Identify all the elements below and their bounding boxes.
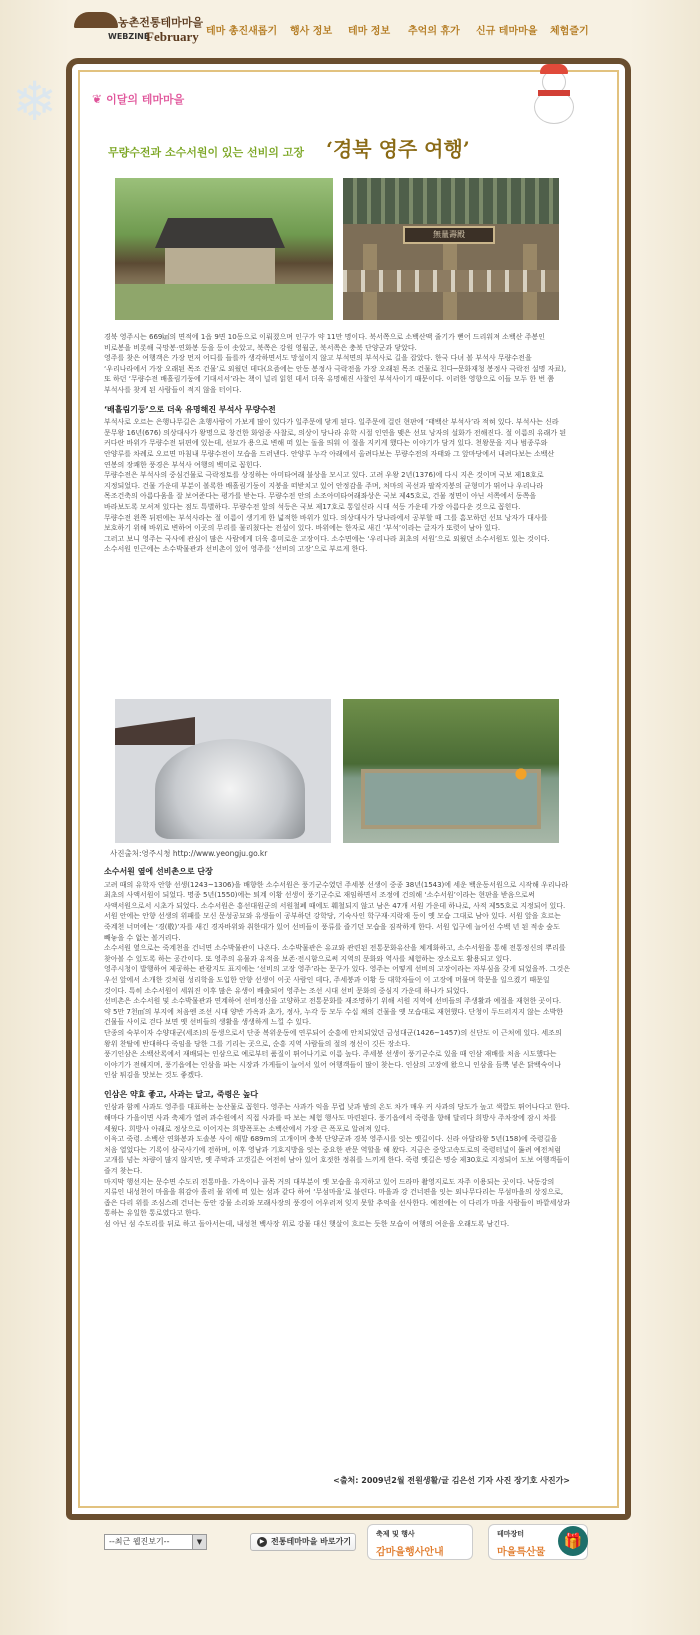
recent-webzine-select-label: --최근 웹진보기-- [109, 1537, 170, 1546]
section-tag [92, 91, 184, 107]
nav-item-6[interactable]: 체험즐기 [550, 26, 589, 37]
body-sosuseowon: 고려 때의 유학자 안향 선생(1243~1306)을 배향한 소수서원은 풍기군수였던 주세붕 선생이 중종 38년(1543)에 세운 백운동서원으로 시작해 우리나라 최초의 사액서원이 되었다. 명종 5년(1550)에는 퇴계 이황 선생이 풍기군수로 재임하면서 조정에 건의해 ‘소수서원’이라는 현판을 받음으로써 사액서원으로서 시초가 되었다. 소수서원은 흥선대원군의 서원철폐 때에도 훼철되지 않고 남은 47개 서원 가운데 하나로, 사적 제55호로 지정되어 있다. 서원 안에는 안향 선생의 위패를 모신 문성공묘와 유생들이 공부하던 강학당, 기숙사인 학구재·지락재 등이 옛 모습 그대로 남아 있다. 서원 앞을 흐르는 죽계천 너머에는 ‘경(敬)’자를 새긴 경자바위와 취한대가 있어 선비들이 풍류를 즐기던 모습을 짐작하게 한다. 서원 입구에 늘어선 수백 년 된 적송 숲도 빼놓을 수 없는 볼거리다. 소수서원 옆으로는 죽계천을 건너면 소수박물관이 나온다. 소수박물관은 유교와 관련된 전통문화유산을 체계화하고, 소수서원을 통해 전통정신의 뿌리를 찾아볼 수 있도록 하는 공간이다. 또 영주의 유물과 유적을 보존·전시함으로써 지역의 문화와 역사를 체험하는 장소로도 활용되고 있다. 영주시청이 발행하여 제공하는 관광지도 표지에는 ‘선비의 고장 영주’라는 문구가 있다. 영주는 어떻게 선비의 고장이라는 자부심을 갖게 되었을까. 그것은 우선 앞에서 소개한 것처럼 성리학을 도입한 안향 선생이 이곳 사람인 데다, 주세붕과 이황 등 대학자들이 이 고장에 머물며 학문을 일으켰기 때문일 것이다. 특히 소수서원이 세워진 이후 많은 유생이 배출되어 영주는 조선 시대 선비 문화의 중심지 가운데 하나가 되었다. 선비촌은 소수서원 및 소수박물관과 연계하여 선비정신을 고양하고 전통문화를 재조명하기 위해 서원 지역에 선비들의 주생활과 예절을 재현한 곳이다. 약 5만 7천㎡의 부지에 처음엔 조선 시대 양반 가옥과 초가, 정사, 누각 등 모두 수십 채의 건물을 옛 모습대로 재현했다. 단청이 두드러지지 않는 소박한 건물들 사이로 걷다 보면 옛 선비들의 생활을 생생하게 느낄 수 있다. 단종의 숙부이자 수양대군(세조)의 동생으로서 단종 복위운동에 연루되어 순흥에 안치되었던 금성대군(1426~1457)의 신단도 이 근처에 있다. 세조의 왕위 찬탈에 반대하다 죽임을 당한 그를 기리는 곳으로, 순흥 지역 사람들의 절의 정신이 깃든 장소다. 풍기인삼은 소백산록에서 재배되는 인삼으로 예로부터 품질이 뛰어나기로 이름 높다. 주세붕 선생이 풍기군수로 있을 때 인삼 재배를 처음 시도했다는 이야기가 전해지며, 풍기읍에는 인삼을 파는 시장과 가게들이 늘어서 있어 여행객들이 많이 찾는다. 인삼의 고장에 왔으니 인삼을 듬뿍 넣은 닭백숙이나 인삼 튀김을 맛보는 것도 좋겠다. [104, 880, 570, 1080]
go-theme-village-button[interactable] [250, 1533, 356, 1551]
bow-icon: ❦ [92, 92, 103, 106]
temple-sign: 無量壽殿 [403, 226, 495, 244]
festival-banner[interactable] [367, 1524, 473, 1560]
section-tag-label: 이달의 테마마을 [106, 93, 185, 106]
article-subtitle: 무량수전과 소수서원이 있는 선비의 고장 [108, 146, 304, 159]
main-nav [206, 22, 596, 40]
go-theme-village-label: 전통테마마을 바로가기 [271, 1537, 352, 1546]
article-body-2 [104, 867, 570, 1239]
photo-muryangsujeon [343, 178, 559, 320]
issue-month: February [146, 29, 199, 44]
body-buseoksa: 부석사로 오르는 은행나무길은 초행사람이 가보게 많이 있다가 일주문에 닿게 된다. 일주문에 걸린 현판에 ‘태백산 부석사’라 적혀 있다. 부석사는 신라 문무왕 16년(676) 의상대사가 왕명으로 창건한 화엄종 사찰로, 의상이 당나라 유학 시절 인연을 맺은 선묘 낭자의 설화가 전해진다. 절 이름의 유래가 된 커다란 바위가 무량수전 뒤편에 있는데, 선묘가 용으로 변해 떠 있는 돌을 띄워 이 절을 지키게 했다는 이야기가 담겨 있다. 천왕문을 지나 범종루와 안양루를 차례로 오르면 마침내 무량수전이 모습을 드러낸다. 안양루 누각 아래에서 올려다보는 무량수전의 자태와 그 앞마당에서 내려다보는 소백산 연봉의 장쾌한 풍경은 부석사 여행의 백미로 꼽힌다. 무량수전은 부석사의 중심건물로 극락정토를 상징하는 아미타여래 불상을 모시고 있다. 고려 우왕 2년(1376)에 다시 지은 것이며 국보 제18호로 지정되었다. 건물 가운데 부분이 볼록한 배흘림기둥이 지붕을 떠받치고 있어 안정감을 주며, 처마의 곡선과 팔작지붕의 균형미가 뛰어나 우리나라 목조건축의 아름다움을 잘 보여준다는 평가를 받는다. 무량수전 안의 소조아미타여래좌상은 국보 제45호로, 건물 정면이 아닌 서쪽에서 동쪽을 바라보도록 모셔져 있다는 점도 특별하다. 무량수전 앞의 석등은 국보 제17호로 통일신라 시대 석등 가운데 가장 아름다운 것으로 꼽힌다. 무량수전 왼쪽 뒤편에는 부석사라는 절 이름이 생기게 한 넓적한 바위가 있다. 의상대사가 당나라에서 공부할 때 그를 흠모하던 선묘 낭자가 대사를 보호하기 위해 바위로 변하여 이곳의 무리를 물리쳤다는 전설이 있다. 바위에는 한자로 새긴 ‘부석’이라는 글자가 또렷이 남아 있다. 그러고 보니 영주는 국사에 관심이 많은 사람에게 더욱 흥미로운 고장이다. 소수면에는 ‘우리나라 최초의 서원’으로 외웠던 소수서원도 있는 것이다. 소수서원 인근에는 소수박물관과 선비촌이 있어 영주를 ‘선비의 고장’으로 부르게 한다. [104, 418, 567, 554]
heading-buseoksa: ‘배흘림기둥’으로 더욱 유명해진 부석사 무량수전 [104, 404, 276, 414]
photo-pond [343, 699, 559, 843]
nav-item-5[interactable]: 신규 테마마을 [476, 26, 538, 37]
play-icon: ▶ [257, 1537, 267, 1547]
photo-hanok [115, 178, 333, 320]
nav-item-4[interactable]: 추억의 휴가 [408, 26, 460, 37]
brand-name: 농촌전통테마마을 [118, 16, 204, 29]
nav-item-3[interactable]: 테마 정보 [348, 26, 391, 37]
webzine-logo[interactable] [74, 12, 204, 48]
intro-paragraph: 경북 영주시는 669㎢의 면적에 1읍 9면 10동으로 이뤄졌으며 인구가 약 11만 명이다. 북서쪽으로 소백산맥 줄기가 뻗어 드리워져 소백산 주봉인 비로봉을 비롯해 국망봉·연화봉 등을 등이 솟았고, 북쪽은 강원 영월군, 북서쪽은 충북 단양군과 닿았다. 영주를 찾은 여행객은 가장 먼저 어디를 들를까 생각하면서도 망설이지 않고 부석면의 부석사로 길을 잡았다. 한국 다녀 볼 부석사 무량수전을 ‘우리나라에서 가장 오래된 목조 건물’로 외웠던 데다(요즘에는 안동 봉정사 극락전을 가장 오래된 목조 건물로 친다─문화재청 봉정사 극락전 설명 자료), 또 하던 ‘무량수전 배흘림기둥에 기대서서’라는 책이 널리 읽힌 데서 더욱 유명해진 사찰인 부석사이기 때문이다. 이러한 영향으로 이들 모두 한 번 쯤 부석사를 찾게 된 사람들이 적지 않을 터이다. [104, 333, 567, 394]
chevron-down-icon[interactable]: ▼ [192, 1535, 206, 1549]
body-insam: 인삼과 함께 사과도 영주를 대표하는 농산물로 꼽힌다. 영주는 사과가 익을 무렵 낮과 밤의 온도 차가 매우 커 사과의 당도가 높고 색깔도 뛰어나다고 한다. 해마다 가을이면 사과 축제가 열려 과수원에서 직접 사과를 따 보는 체험 행사도 마련된다. 풍기읍에서 죽령을 향해 달리다 희방사 주차장에 잠시 차를 세웠다. 희방사 아래로 정상으로 이어지는 희방폭포는 소백산에서 가장 큰 폭포로 알려져 있다. 이윽고 죽령. 소백산 연화봉과 도솔봉 사이 해발 689m의 고개이며 충북 단양군과 경북 영주시를 잇는 옛길이다. 신라 아달라왕 5년(158)에 죽령길을 처음 열었다는 기록이 삼국사기에 전하며, 이후 영남과 기호지방을 잇는 중요한 관문 역할을 해 왔다. 지금은 중앙고속도로의 죽령터널이 뚫려 예전처럼 고개를 넘는 차량이 많지 않지만, 옛 주막과 고갯길은 여전히 남아 있어 호젓한 정취를 느끼게 한다. 죽령 옛길은 명승 제30호로 지정되어 도보 여행객들이 즐겨 찾는다. 마지막 행선지는 문수면 수도리 전통마을. 가옥이나 골목 거의 대부분이 옛 모습을 유지하고 있어 드라마 촬영지로도 자주 이용되는 곳이다. 낙동강의 지류인 내성천이 마을을 휘감아 흘러 물 위에 떠 있는 섬과 같다 하여 ‘무섬마을’로 불린다. 마을과 강 건너편을 잇는 외나무다리는 무섬마을의 상징으로, 좁은 다리 위를 조심스레 건너는 동안 강물 소리와 모래사장의 풍경이 어우러져 잊지 못할 추억을 선사한다. 예전에는 이 다리가 마을 사람들이 바깥세상과 통하는 유일한 통로였다고 한다. 섬 아닌 섬 수도리를 뒤로 하고 돌아서는데, 내성천 백사장 위로 강물 대신 햇살이 흐르는 듯한 모습이 여행의 여운을 오래도록 남긴다. [104, 1103, 570, 1228]
heading-sosuseowon: 소수서원 옆에 선비촌으로 단장 [104, 867, 213, 876]
webzine-label: WEBZINE [108, 32, 150, 41]
nav-item-2[interactable]: 행사 정보 [290, 26, 333, 37]
photo-caption: 사진출처:영주시청 http://www.yeongju.go.kr [110, 849, 268, 858]
heading-insam: 인삼은 약효 좋고, 사과는 달고, 죽령은 높다 [104, 1089, 259, 1099]
snowman-icon [530, 70, 590, 130]
recent-webzine-select[interactable] [104, 1534, 207, 1550]
nav-item-1[interactable]: 테마 총진새롭기 [206, 26, 278, 37]
snowflake-icon: ❄ [12, 70, 58, 133]
festival-banner-main: 감마을행사안내 [376, 1547, 444, 1558]
hut-logo-icon [74, 12, 118, 28]
market-banner-main: 마을특산물 [497, 1547, 546, 1558]
article-source: <출처: 2009년2월 전원생활/글 김은선 기자 사진 장기호 사진가> [333, 1476, 570, 1485]
festival-banner-top: 축제 및 행사 [376, 1530, 415, 1538]
market-banner-top: 테마장터 [497, 1530, 525, 1538]
article-body-1 [104, 332, 570, 564]
article-title: ‘경북 영주 여행’ [326, 137, 470, 161]
top-header [0, 0, 700, 60]
gift-icon[interactable]: 🎁 [558, 1526, 588, 1556]
photo-snow-seowon [115, 699, 331, 843]
